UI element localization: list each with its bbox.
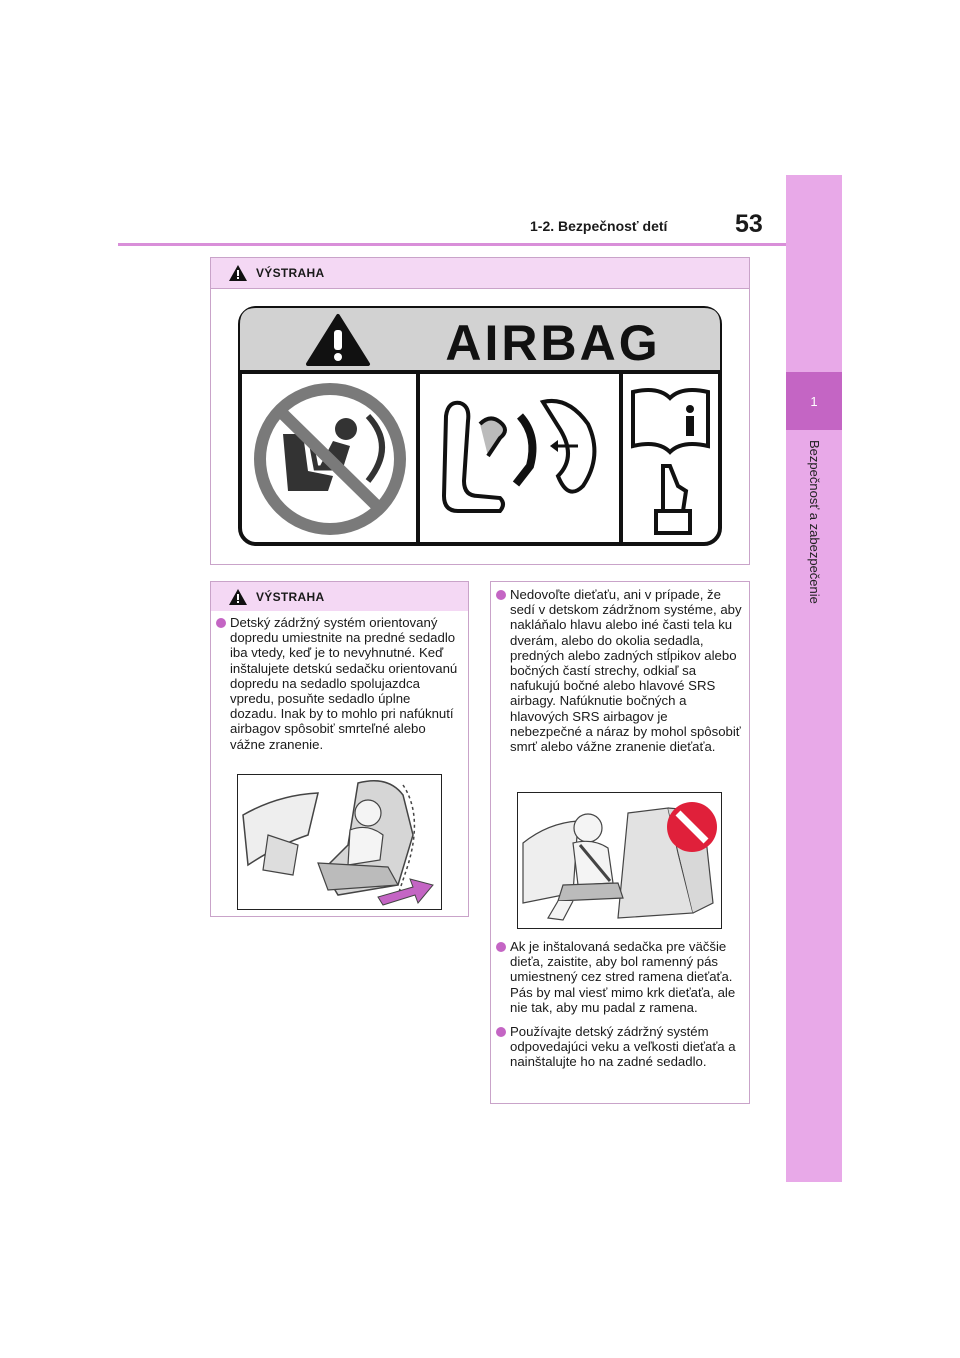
- chapter-number: 1: [786, 372, 842, 430]
- page-number: 53: [735, 210, 763, 238]
- warning-triangle-icon: [228, 264, 248, 282]
- note-bullet-2: [493, 939, 743, 1015]
- bullet-text: Používajte detský zádržný systém odpovedajúci veku a veľkosti dieťaťa a nainštalujte ho na zadné sedadlo.: [510, 1024, 736, 1070]
- bullet-text: Nedovoľte dieťaťu, ani v prípade, že sedí v detskom zádržnom systéme, aby nakláňalo hlavu alebo iné časti tela ku dverám, alebo do okolia sedadla, predných alebo zadných stĺpikov alebo bočných častí strechy, odkiaľ sa nafukujú bočné alebo hlavové SRS airbagy. Nafúknutie bočných a hlavových SRS airbagov je nebezpečné a náraz by mohol spôsobiť smrť alebo vážne zranenie dieťaťa.: [510, 587, 742, 755]
- airbag-warning-label: [238, 306, 722, 546]
- warning-bullet: [213, 615, 460, 752]
- booster-seat-illustration: [517, 792, 722, 929]
- warning-header: [211, 258, 749, 289]
- forward-facing-warning-box: [210, 581, 469, 917]
- bullet-text: Detský zádržný systém orientovaný dopredu umiestnite na predné sedadlo iba vtedy, keď je to nevyhnutné. Keď inštalujete detskú sedačku orientovanú dopredu na sedadlo spolujazdca vpredu, posuňte sedadlo úplne dozadu. Inak by to mohlo pri nafúknutí airbagov spôsobiť smrteľné alebo vážne zranenie.: [230, 615, 458, 752]
- booster-seat-drawing: [518, 793, 721, 928]
- warning-heading: VÝSTRAHA: [256, 266, 325, 280]
- warning-heading: VÝSTRAHA: [256, 589, 325, 604]
- header-divider: [118, 243, 786, 246]
- warning-triangle-icon: [228, 588, 248, 606]
- warning-header: [211, 582, 468, 611]
- chapter-title: Bezpečnosť a zabezpečenie: [807, 440, 822, 604]
- bullet-icon: [496, 1027, 506, 1037]
- forward-facing-seat-drawing: [238, 775, 441, 909]
- bullet-text: Ak je inštalovaná sedačka pre väčšie dieťa, zaistite, aby bol ramenný pás umiestnený cez stred ramena dieťaťa. Pás by mal viesť mimo krk dieťaťa, ale nie tak, aby mu padal z ramena.: [510, 939, 736, 1015]
- child-seat-illustration: [237, 774, 442, 910]
- bullet-icon: [216, 618, 226, 628]
- note-bullet-1: [493, 587, 743, 754]
- bullet-icon: [496, 942, 506, 952]
- section-title: 1-2. Bezpečnosť detí: [530, 218, 668, 234]
- airbag-label-text: AIRBAG: [445, 315, 661, 371]
- bullet-icon: [496, 590, 506, 600]
- child-safety-notes-box: [490, 581, 750, 1104]
- note-bullet-3: [493, 1024, 743, 1070]
- chapter-title-vertical: [804, 440, 824, 700]
- airbag-warning-box: [210, 257, 750, 565]
